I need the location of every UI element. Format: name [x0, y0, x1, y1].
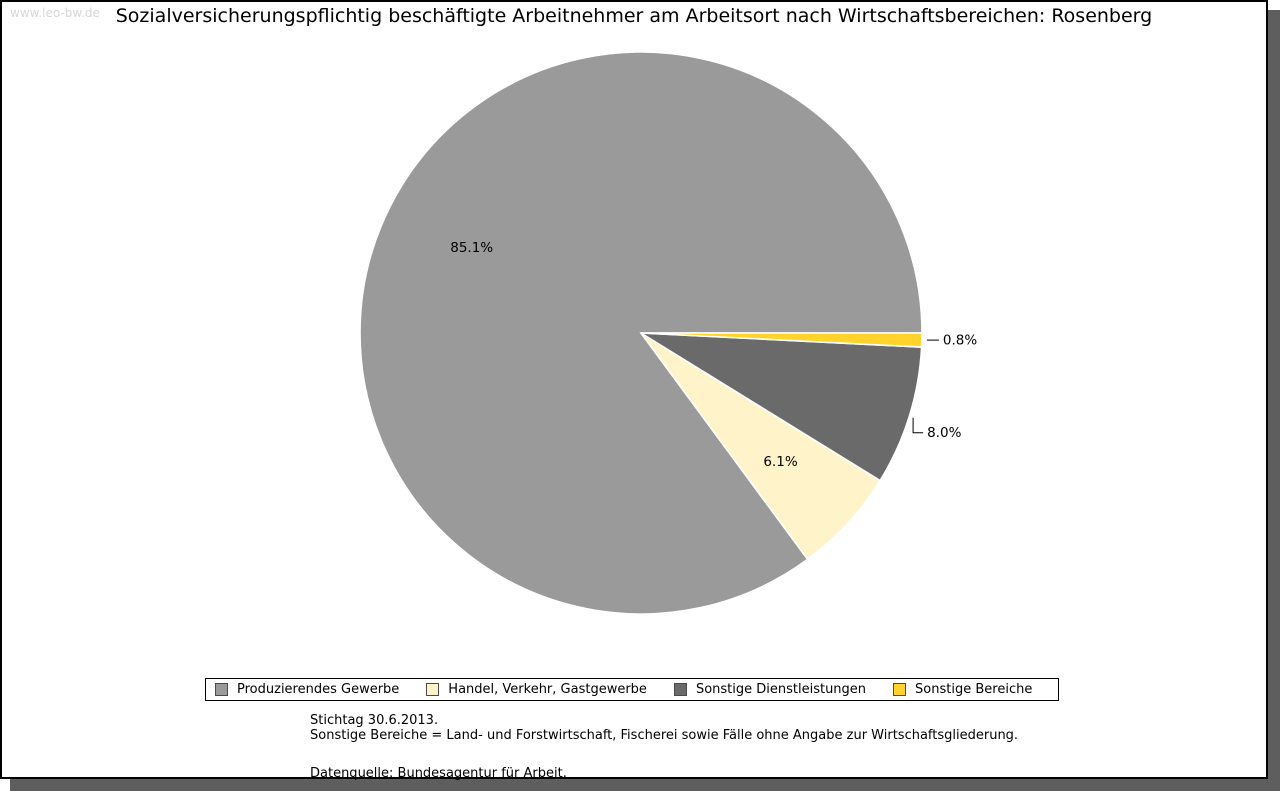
- chart-title: Sozialversicherungspflichtig beschäftigte Arbeitnehmer am Arbeitsort nach Wirtschaftsbereichen: Rosenberg: [115, 5, 1153, 27]
- legend-item: [674, 682, 866, 697]
- label-leader-line: [913, 418, 923, 433]
- pie-slice-label: 8.0%: [927, 425, 962, 442]
- legend-label: Sonstige Dienstleistungen: [695, 682, 867, 697]
- footnotes: [310, 713, 1018, 781]
- pie-slice-label: 85.1%: [450, 239, 494, 256]
- legend-swatch-icon: [674, 683, 687, 696]
- footnote-definition: Sonstige Bereiche = Land- und Forstwirtschaft, Fischerei sowie Fälle ohne Angabe zur Wirtschaftsgliederung.: [310, 728, 1019, 743]
- legend-item: [893, 682, 1032, 697]
- pie-slice-label: 6.1%: [763, 454, 798, 470]
- legend-label: Handel, Verkehr, Gastgewerbe: [448, 682, 647, 697]
- footnote-source: Datenquelle: Bundesagentur für Arbeit.: [310, 766, 567, 781]
- pie-slice-label: 0.8%: [942, 332, 978, 349]
- legend-item: [426, 682, 647, 697]
- legend-swatch-icon: [426, 683, 439, 696]
- pie-chart-svg: [2, 2, 1266, 777]
- legend-label: Produzierendes Gewerbe: [237, 682, 400, 697]
- watermark: www.leo-bw.de: [10, 6, 100, 20]
- legend-item: [215, 682, 399, 697]
- legend-swatch-icon: [215, 683, 228, 696]
- footnote-stichtag: Stichtag 30.6.2013.: [310, 713, 439, 728]
- legend-swatch-icon: [893, 683, 906, 696]
- legend: [205, 678, 1059, 701]
- legend-label: Sonstige Bereiche: [915, 682, 1033, 697]
